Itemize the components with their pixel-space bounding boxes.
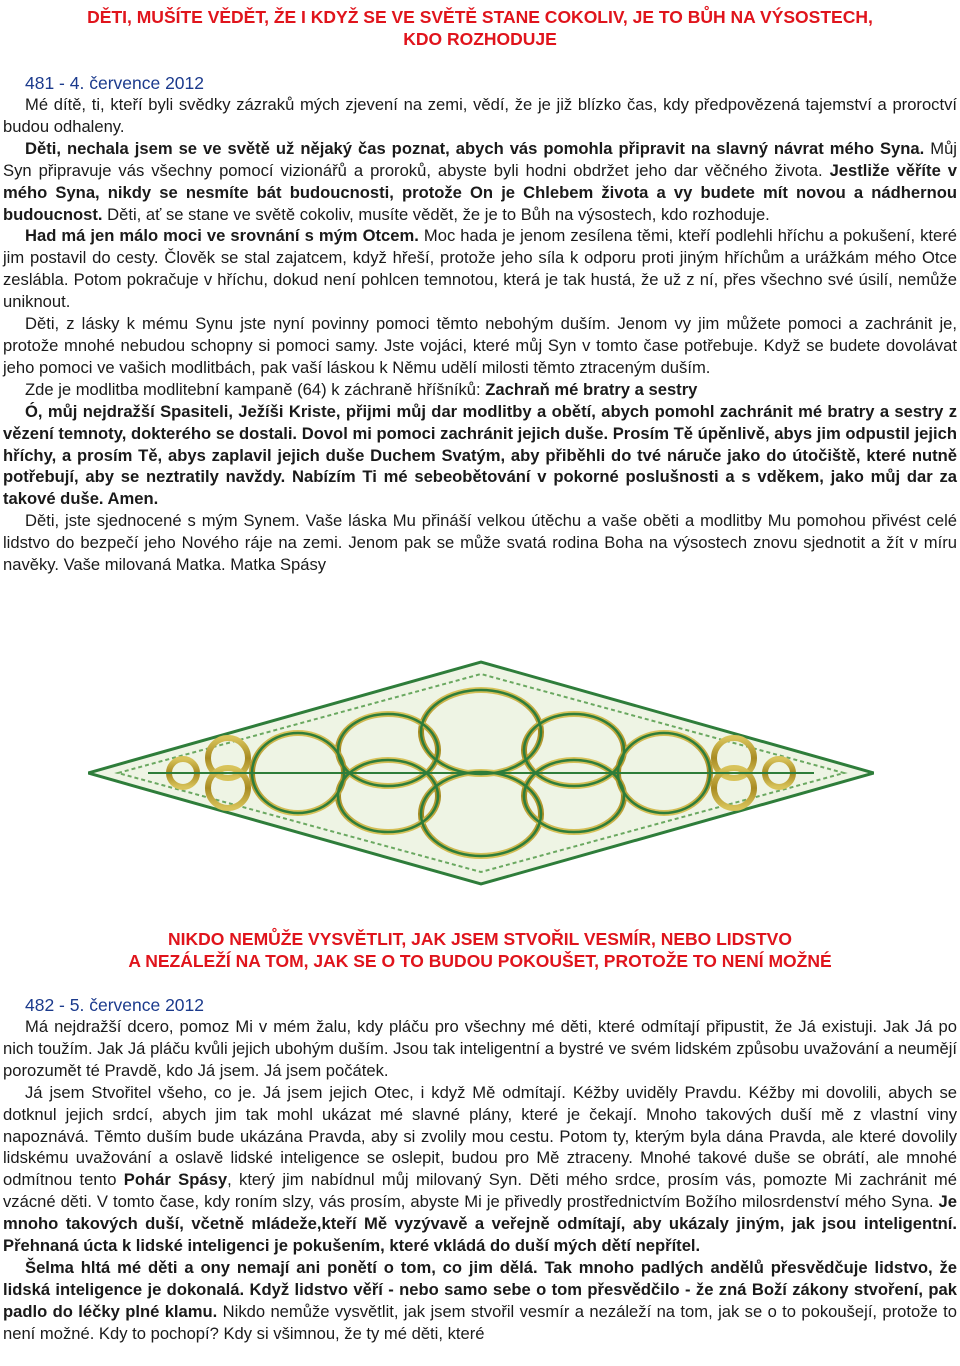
text: Moc hada je jenom zesílena těmi, kteří podlehli hříchu a pokušení, které jim postavil do cesty. Člověk se stal zajatcem, když hřeší, protože jeho síla k odporu proti jiným hříchům a urážkám mého Otce zeslábla. Potom pokračuje v hříchu, dokud není pohlcen temnotou, která je tak hustá, že už z ní, přes všechno své úsilí, nemůže uniknout.: [3, 226, 957, 312]
prayer-text: [3, 401, 957, 511]
text: Já jsem Stvořitel všeho, co je. Já jsem jejich Otec, i když Mě odmítají. Kéžby uviděly Pravdu. Kéžby mi dovolili, abych se dotknul jejich srdcí, abych jim tak mohl ukázat mé slavné plány, které je čekají. Mnoho takových duší mě z vlastní viny napoznává. Těmto duším bude ukázána Pravda, aby si zvolily mou cestu. Potom ty, kterým byla dána Pravda, ale které dovolily lidskému uvažování a oslavě lidské inteligence se oslepit, budou pro Mě ztraceny. Mnohé takové duše se obrátí, ale mnohé odmítnou tento: [3, 1082, 957, 1190]
spacer: [3, 972, 957, 994]
paragraph-2: [3, 1082, 957, 1257]
message-481-date: 481 - 4. července 2012: [25, 73, 205, 93]
bold-text: Had má jen málo moci ve srovnání s mým Otcem.: [25, 226, 419, 246]
paragraph-5: [3, 379, 957, 401]
bold-text: Pohár Spásy: [123, 1170, 228, 1190]
message-482-title-line2: A NEZÁLEŽÍ NA TOM, JAK SE O TO BUDOU POKOUŠET, PROTOŽE TO NENÍ MOŽNÉ: [128, 951, 832, 971]
message-482-date: 482 - 5. července 2012: [25, 995, 205, 1015]
paragraph-4: Děti, z lásky k mému Synu jste nyní povinny pomoci těmto nebohým duším. Jenom vy jim můžete pomoci a zachránit je, protože mnohé nebudou schopny si pomoci samy. Jste vojáci, které můj Syn v tomto čase potřebuje. Když se budete dovolávat jeho pomoci ve vašich modlitbách, pak vaší láskou k Němu udělí milosti těmto ztraceným duším.: [3, 314, 957, 377]
text: Můj Syn připravuje vás všechny pomocí vizionářů a proroků, abyste byli hodni obdržet jeho dar věčného života.: [3, 138, 957, 180]
prayer-title: Zachraň mé bratry a sestry: [485, 379, 698, 399]
paragraph-7: Děti, jste sjednocené s mým Synem. Vaše láska Mu přináší velkou útěchu a vaše oběti a modlitby Mu pomohou přivést celé lidstvo do bezpečí jeho Nového ráje na zemi. Jenom pak se může svatá rodina Boha na výsostech znovu sjednotit a žít v míru navěky. Vaše milovaná Matka. Matka Spásy: [3, 511, 957, 575]
text: Zde je modlitba modlitební kampaně (64) k záchraně hříšníků:: [25, 379, 486, 399]
spacer: [3, 50, 957, 72]
celtic-knot-ornament-image: [88, 660, 874, 886]
bold-text: Jestliže věříte v mého Syna, nikdy se nesmíte bát budoucnosti, protože On je Chlebem života a vy budete mít novou a nádhernou budoucnost.: [3, 160, 958, 224]
message-482: [3, 928, 957, 1345]
paragraph-3: [3, 1257, 957, 1345]
text: , který jim nabídnul můj milovaný Syn. Děti mého srdce, prosím vás, pomozte Mi zachránit mé vzácné děti. V tomto čase, kdy roním slzy, vás prosím, abyste Mi je přivedly prostřednictvím Božího milosrdenství mého Syna.: [3, 1170, 957, 1212]
text: Nikdo nemůže vysvětlit, jak jsem stvořil vesmír a nezáleží na tom, jak se o to pokoušejí, protože to není možné. Kdy to pochopí? Kdy si všimnou, že ty mé děti, které: [3, 1301, 957, 1343]
text: Děti, ať se stane ve světě cokoliv, musíte vědět, že je to Bůh na výsostech, kdo rozhoduje.: [102, 204, 770, 224]
message-481-title-line1: DĚTI, MUŠÍTE VĚDĚT, ŽE I KDYŽ SE VE SVĚTĚ STANE COKOLIV, JE TO BŮH NA VÝSOSTECH,: [87, 7, 873, 27]
message-481-title-line2: KDO ROZHODUJE: [403, 29, 557, 49]
paragraph-1: Mé dítě, ti, kteří byli svědky zázraků mých zjevení na zemi, vědí, že je již blízko čas, kdy předpovězená tajemství a proroctví budou odhaleny.: [3, 95, 957, 136]
paragraph-3: [3, 225, 957, 313]
bold-text: Je mnoho takových duší, včetně mládeže,kteří Mě vyzývavě a veřejně odmítají, aby ukázaly jiným, jak jsou inteligentní. Přehnaná úcta k lidské inteligenci je pokušením, které vkládá do duší mých dětí nepřítel.: [3, 1192, 957, 1256]
bold-text: Šelma hltá mé děti a ony nemají ani ponětí o tom, co jim dělá. Tak mnoho padlých andělů přesvědčuje lidstvo, že lidská inteligence je dokonalá. Když lidstvo věří - nebo samo sebe o tom přesvědčilo - že zná Boží zákony stvoření, pak padlo do léčky plné klamu.: [3, 1257, 957, 1321]
paragraph-1: Má nejdražší dcero, pomoz Mi v mém žalu, kdy pláču pro všechny mé děti, které odmítají připustit, že Já existuji. Jak Já po nich toužím. Jak Já pláču kvůli jejich ubohým duším. Jsou tak inteligentní a bystré ve svém lidském způsobu uvažování a neumějí porozumět té Pravdě, kdo Já jsem. Já jsem počátek.: [3, 1017, 957, 1080]
bold-text: Ó, můj nejdražší Spasiteli, Ježíši Kriste, přijmi můj dar modlitby a obětí, abych pomohl zachránit mé bratry a sestry z vězení temnoty, dokterého se dostali. Dovol mi pomoci zachránit jejich duše. Prosím Tě úpěnlivě, abys jim odpustil jejich hříchy, a prosím Tě, abys zaplavil jejich duše Duchem Svatým, aby přiběhli do tvé náruče jako do útočiště, které nutně potřebují, aby se neztratily navždy. Nabízím Ti mé sebeobětování v pokorné poslušnosti a s vděkem, jako můj dar za takové duše. Amen.: [3, 401, 957, 509]
paragraph-2: [3, 138, 957, 226]
message-482-title-line1: NIKDO NEMŮŽE VYSVĚTLIT, JAK JSEM STVOŘIL VESMÍR, NEBO LIDSTVO: [168, 929, 792, 949]
bold-text: Děti, nechala jsem se ve světě už nějaký čas poznat, abych vás pomohla připravit na slavný návrat mého Syna.: [25, 138, 925, 158]
message-481: [3, 6, 957, 576]
